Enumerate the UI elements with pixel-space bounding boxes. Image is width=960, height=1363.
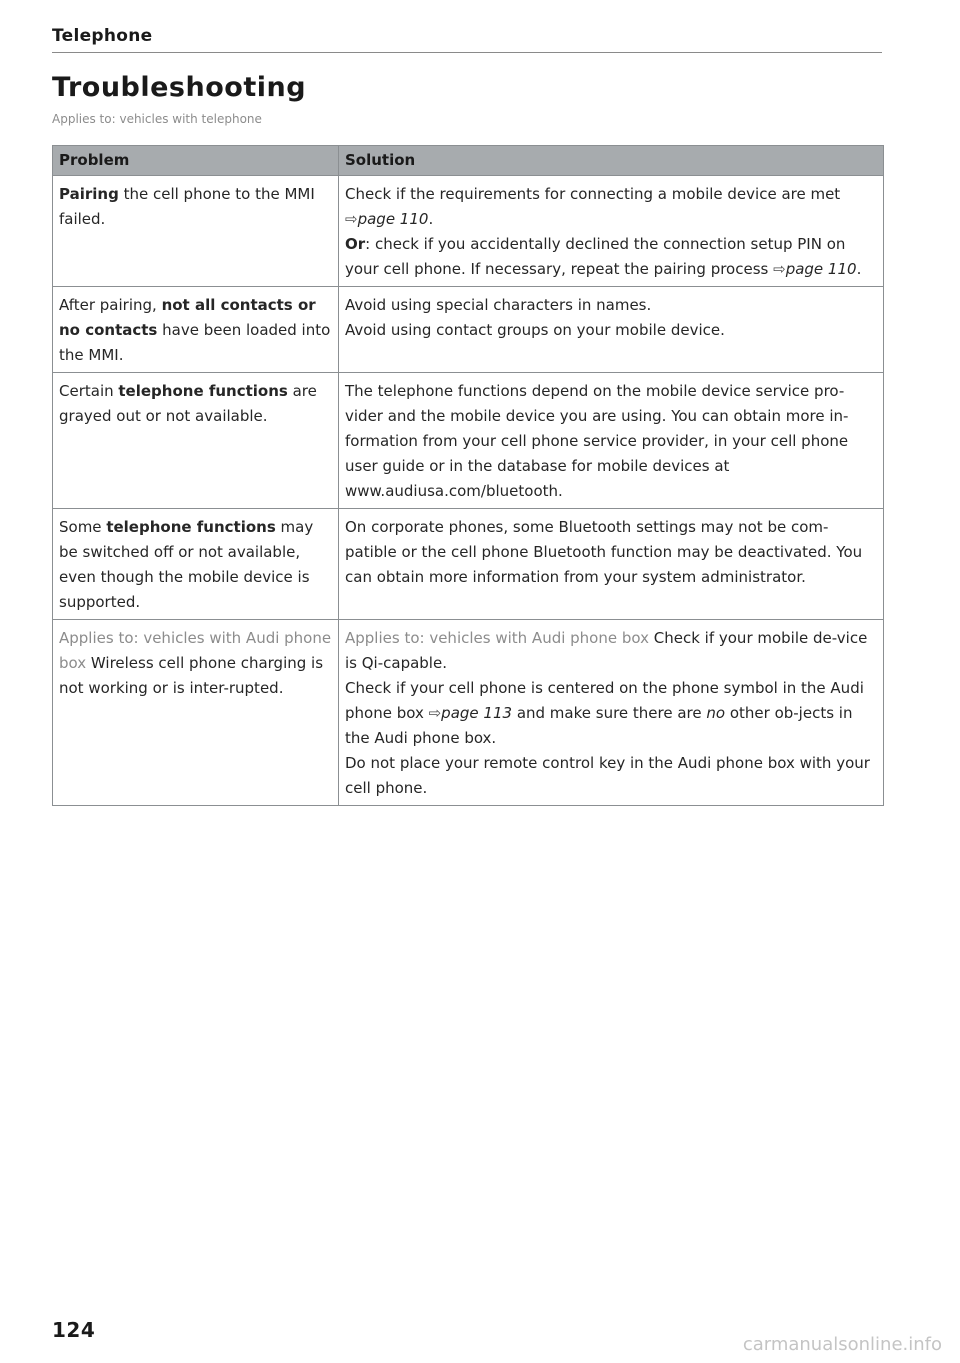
- solution-text: Check if your cell phone is centered on the phone symbol in the Audi phone box: [345, 679, 864, 722]
- page-reference-link[interactable]: page 110: [357, 210, 429, 228]
- problem-text: are grayed out or not available.: [59, 382, 317, 425]
- problem-text: Some: [59, 518, 107, 536]
- column-header-problem: Problem: [53, 146, 339, 176]
- page-title: Troubleshooting: [52, 72, 307, 103]
- solution-text: Do not place your remote control key in the Audi phone box with your cell phone.: [345, 754, 870, 797]
- troubleshooting-table: [52, 145, 884, 806]
- problem-text: may be switched off or not available, even though the mobile device is supported.: [59, 518, 314, 611]
- watermark: carmanualsonline.info: [742, 1334, 942, 1355]
- solution-cell: [339, 176, 884, 287]
- applies-to-note: Applies to: vehicles with telephone: [52, 112, 262, 126]
- punctuation: .: [428, 210, 434, 228]
- solution-text: Avoid using special characters in names.: [345, 296, 652, 314]
- solution-cell: [339, 509, 884, 620]
- problem-cell: [53, 509, 339, 620]
- solution-cell: [339, 620, 884, 806]
- solution-keyword: Or: [345, 235, 366, 253]
- solution-cell: [339, 373, 884, 509]
- solution-text: and make sure there are: [512, 704, 707, 722]
- solution-text: Avoid using contact groups on your mobile device.: [345, 321, 725, 339]
- solution-text: Check if the requirements for connecting a mobile device are met: [345, 185, 841, 203]
- page-number: 124: [52, 1318, 96, 1342]
- problem-cell: [53, 287, 339, 373]
- problem-keyword: telephone functions: [106, 518, 276, 536]
- applies-to-note: Applies to: vehicles with Audi phone box: [345, 629, 649, 647]
- emphasis-text: no: [706, 704, 726, 722]
- problem-cell: [53, 373, 339, 509]
- problem-text: the cell phone to the MMI failed.: [59, 185, 315, 228]
- section-header: Telephone: [52, 26, 153, 46]
- problem-cell: [53, 620, 339, 806]
- table-row: [53, 509, 884, 620]
- solution-text: other ob-jects in the Audi phone box.: [345, 704, 853, 747]
- solution-text: The telephone functions depend on the mobile device service pro-vider and the mobile device you are using. You can obtain more in-formation from your cell phone service provider, in your cell phone user guide or in the database for mobile devices at www.audiusa.com/bluetooth.: [345, 382, 849, 500]
- problem-text: After pairing,: [59, 296, 162, 314]
- page-ref-arrow-icon: ⇨: [773, 260, 786, 278]
- page-ref-arrow-icon: ⇨: [345, 210, 358, 228]
- punctuation: .: [856, 260, 862, 278]
- problem-text: have been loaded into the MMI.: [59, 321, 331, 364]
- problem-text: Certain: [59, 382, 119, 400]
- applies-to-note: Applies to: vehicles with Audi phone box: [59, 629, 332, 672]
- problem-keyword: telephone functions: [118, 382, 288, 400]
- table-row: [53, 287, 884, 373]
- solution-text: Check if your mobile de-vice is Qi-capable.: [345, 629, 868, 672]
- solution-text: : check if you accidentally declined the connection setup PIN on your cell phone. If necessary, repeat the pairing process: [345, 235, 846, 278]
- header-divider: [52, 52, 882, 53]
- solution-cell: [339, 287, 884, 373]
- table-row: [53, 620, 884, 806]
- table-row: [53, 373, 884, 509]
- table-row: [53, 176, 884, 287]
- page-reference-link[interactable]: page 113: [441, 704, 513, 722]
- problem-keyword: Pairing: [59, 185, 119, 203]
- column-header-solution: Solution: [339, 146, 884, 176]
- page-reference-link[interactable]: page 110: [785, 260, 857, 278]
- problem-keyword: not all contacts or no contacts: [59, 296, 316, 339]
- solution-text: On corporate phones, some Bluetooth settings may not be com-patible or the cell phone Bluetooth function may be deactivated. You can obtain more information from your system administrator.: [345, 518, 863, 586]
- problem-cell: [53, 176, 339, 287]
- page-ref-arrow-icon: ⇨: [428, 704, 442, 722]
- problem-text: Wireless cell phone charging is not working or is inter-rupted.: [59, 654, 324, 697]
- table-header-row: [53, 146, 884, 176]
